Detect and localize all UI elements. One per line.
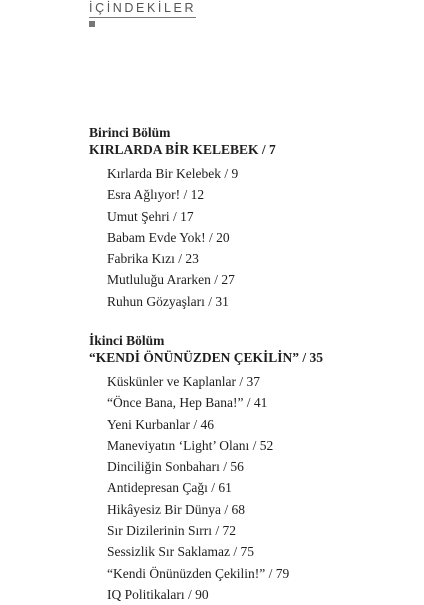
toc-entry: Sessizlik Sır Saklamaz / 75 [107, 544, 254, 560]
toc-entry: Ruhun Gözyaşları / 31 [107, 293, 229, 309]
toc-entry: Mutluluğu Ararken / 27 [107, 272, 235, 288]
toc-entry: Babam Evde Yok! / 20 [107, 229, 230, 245]
toc-entry: “Kendi Önünüzden Çekilin!” / 79 [107, 565, 290, 581]
section-title: “KENDİ ÖNÜNÜZDEN ÇEKİLİN” / 35 [89, 350, 324, 365]
toc-entry: “Önce Bana, Hep Bana!” / 41 [107, 395, 268, 411]
entry-list [89, 163, 276, 312]
toc-entry: Yeni Kurbanlar / 46 [107, 416, 214, 432]
toc-entry: Umut Şehri / 17 [107, 208, 194, 224]
toc-entry: IQ Politikaları / 90 [107, 586, 209, 602]
toc-section-2 [89, 332, 323, 605]
toc-entry: Maneviyatın ‘Light’ Olanı / 52 [107, 437, 274, 453]
part-label: İkinci Bölüm [89, 333, 165, 348]
toc-entry: Hikâyesiz Bir Dünya / 68 [107, 501, 245, 517]
heading-square-mark [89, 21, 95, 27]
part-label: Birinci Bölüm [89, 125, 171, 140]
toc-entry: Antidepresan Çağı / 61 [107, 480, 232, 496]
toc-entry: Küskünler ve Kaplanlar / 37 [107, 374, 260, 389]
toc-header [89, 0, 196, 27]
toc-entry: Kırlarda Bir Kelebek / 9 [107, 166, 239, 181]
toc-section-1 [89, 124, 276, 312]
toc-heading: İÇİNDEKİLER [89, 0, 196, 18]
entry-list [89, 371, 323, 605]
toc-entry: Esra Ağlıyor! / 12 [107, 187, 205, 203]
section-title: KIRLARDA BİR KELEBEK / 7 [89, 142, 276, 157]
toc-entry: Dinciliğin Sonbaharı / 56 [107, 459, 244, 475]
toc-entry: Fabrika Kızı / 23 [107, 251, 199, 267]
toc-entry: Sır Dizilerinin Sırrı / 72 [107, 523, 236, 539]
